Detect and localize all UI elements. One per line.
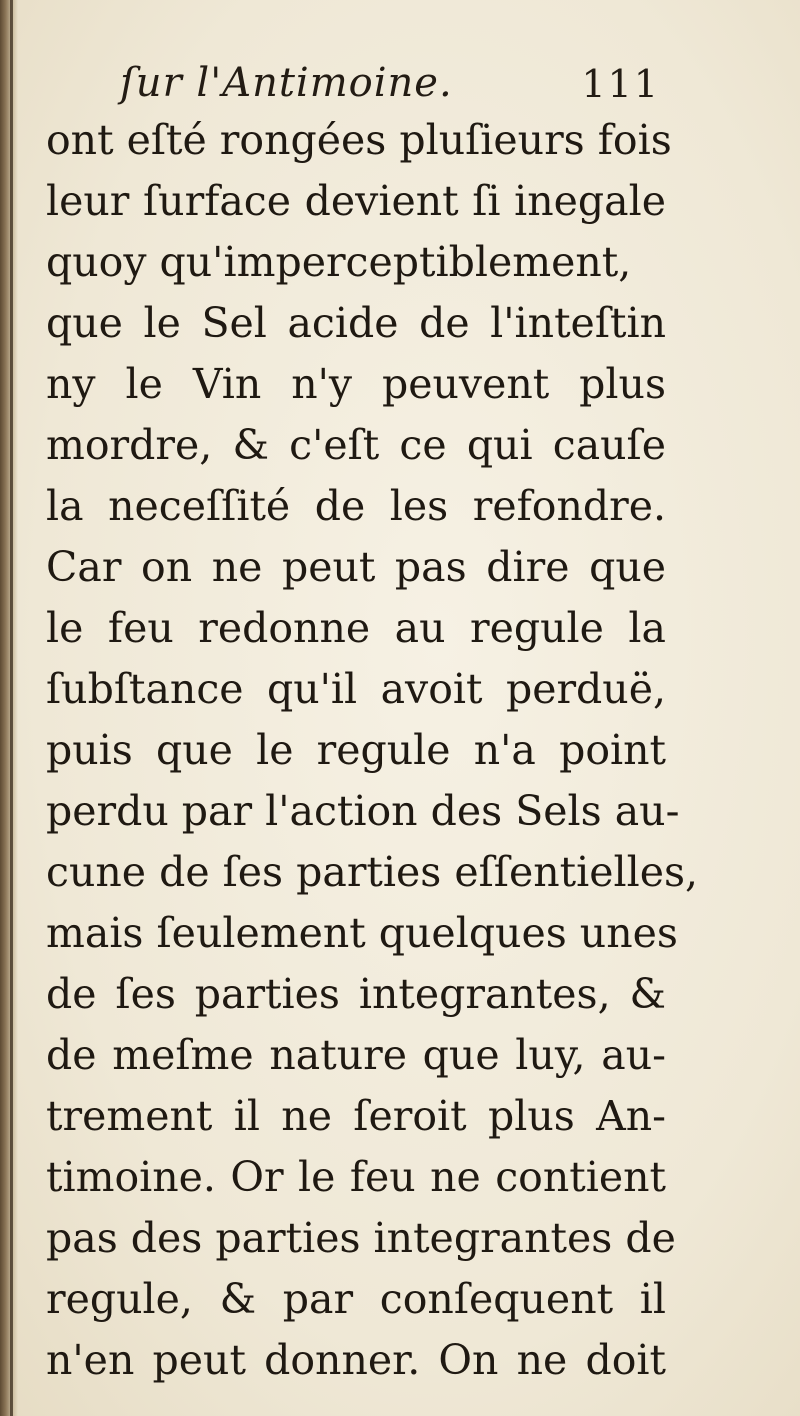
body-text [46, 110, 699, 1391]
text-line: trement il ne ſeroit plus An- [46, 1092, 666, 1140]
text-line: ont eſté rongées pluſieurs fois [46, 116, 672, 164]
text-line: la neceſſité de les refondre. [46, 482, 666, 530]
text-line: pas des parties integrantes de [46, 1214, 676, 1262]
text-line: regule, & par conſequent il [46, 1275, 666, 1323]
page-number: 111 [581, 62, 660, 106]
text-line: cune de ſes parties eſſentielles, [46, 848, 699, 896]
text-line: le feu redonne au regule la [46, 604, 666, 652]
text-line: leur ſurface devient ſi inegale [46, 177, 666, 225]
text-line: perdu par l'action des Sels au- [46, 787, 680, 835]
text-line: quoy qu'imperceptiblement, [46, 238, 632, 286]
text-line: puis que le regule n'a point [46, 726, 666, 774]
text-line: de ſes parties integrantes, & [46, 970, 666, 1018]
text-line: mais ſeulement quelques unes [46, 909, 678, 957]
text-line: ny le Vin n'y peuvent plus [46, 360, 666, 408]
binding-shadow [0, 0, 18, 1416]
text-line: de meſme nature que luy, au- [46, 1031, 666, 1079]
text-line: ſubſtance qu'il avoit perduë, [46, 665, 666, 713]
text-line: n'en peut donner. On ne doit [46, 1336, 666, 1384]
running-title: ſur l'Antimoine. [120, 60, 453, 106]
text-line: timoine. Or le feu ne contient [46, 1153, 666, 1201]
text-line: Car on ne peut pas dire que [46, 543, 666, 591]
binding-edge-line [10, 0, 13, 1416]
text-line: mordre, & c'eſt ce qui cauſe [46, 421, 666, 469]
text-line: que le Sel acide de l'inteſtin [46, 299, 666, 347]
